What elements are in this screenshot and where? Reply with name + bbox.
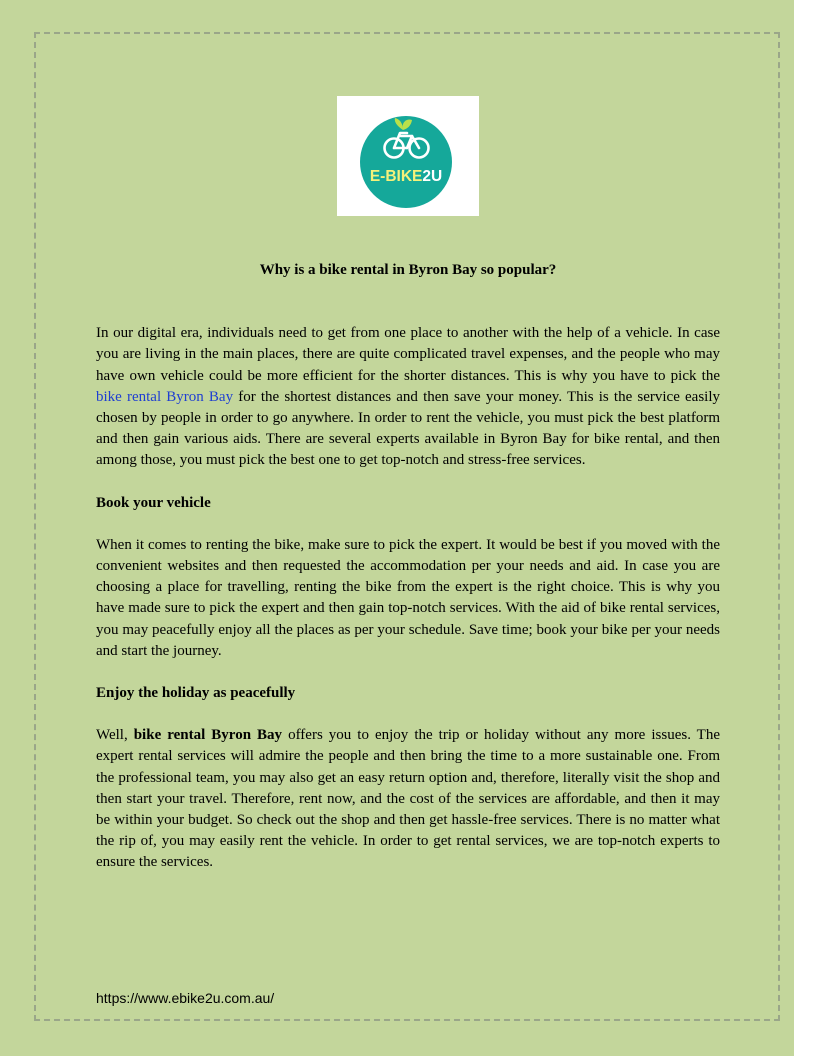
- footer-url[interactable]: https://www.ebike2u.com.au/: [96, 990, 275, 1006]
- logo-wordmark: E-BIKE2U: [369, 168, 443, 185]
- enjoy-text-before: Well,: [96, 727, 134, 744]
- document-title: Why is a bike rental in Byron Bay so popular?: [259, 262, 557, 278]
- intro-text-after: for the shortest distances and then save your money. This is the service easily chosen by people in order to go anywhere. In order to rent the vehicle, you must pick the best platform and then gain various aids. There are several experts available in Byron Bay for bike rental, and then among those, you must pick the best one to get top-notch and stress-free services.: [96, 388, 720, 469]
- bike-rental-link[interactable]: bike rental Byron Bay: [96, 388, 239, 405]
- intro-text-before: In our digital era, individuals need to get from one place to another with the help of a vehicle. In case you are living in the main places, there are quite complicated travel expenses, and the people who may have own vehicle could be more efficient for the shorter distances. This is why you have to pick the: [96, 325, 720, 384]
- ebike2u-logo: [337, 96, 479, 216]
- section-heading-enjoy: Enjoy the holiday as peacefully: [96, 685, 296, 702]
- section-heading-book: Book your vehicle: [96, 494, 211, 511]
- document-body: [96, 258, 720, 895]
- enjoy-bold-keyword: bike rental Byron Bay: [133, 727, 283, 744]
- logo-circle: [360, 116, 452, 208]
- logo-graphic: [337, 96, 479, 216]
- intro-paragraph: [96, 323, 720, 471]
- section-body-enjoy: [96, 725, 720, 873]
- section-body-book: When it comes to renting the bike, make sure to pick the expert. It would be best if you moved with the convenient websites and then requested the accommodation per your needs and aid. In case you are choosing a place for travelling, renting the bike from the expert is the right choice. This is why you have made sure to pick the expert and then gain top-notch services. With the aid of bike rental services, you may peacefully enjoy all the places as per your schedule. Save time; book your bike per your needs and start the journey.: [96, 536, 720, 659]
- enjoy-text-after: offers you to enjoy the trip or holiday without any more issues. The expert rental services will admire the people and then bring the time to a more sustainable one. From the professional team, you may also get an easy return option and, therefore, literally visit the shop and then start your travel. Therefore, rent now, and the cost of the services are affordable, and then it may be within your budget. So check out the shop and then get hassle-free services. There is no matter what the rip of, you may easily rent the vehicle. In order to get rental services, we are top-notch experts to ensure the services.: [96, 727, 721, 871]
